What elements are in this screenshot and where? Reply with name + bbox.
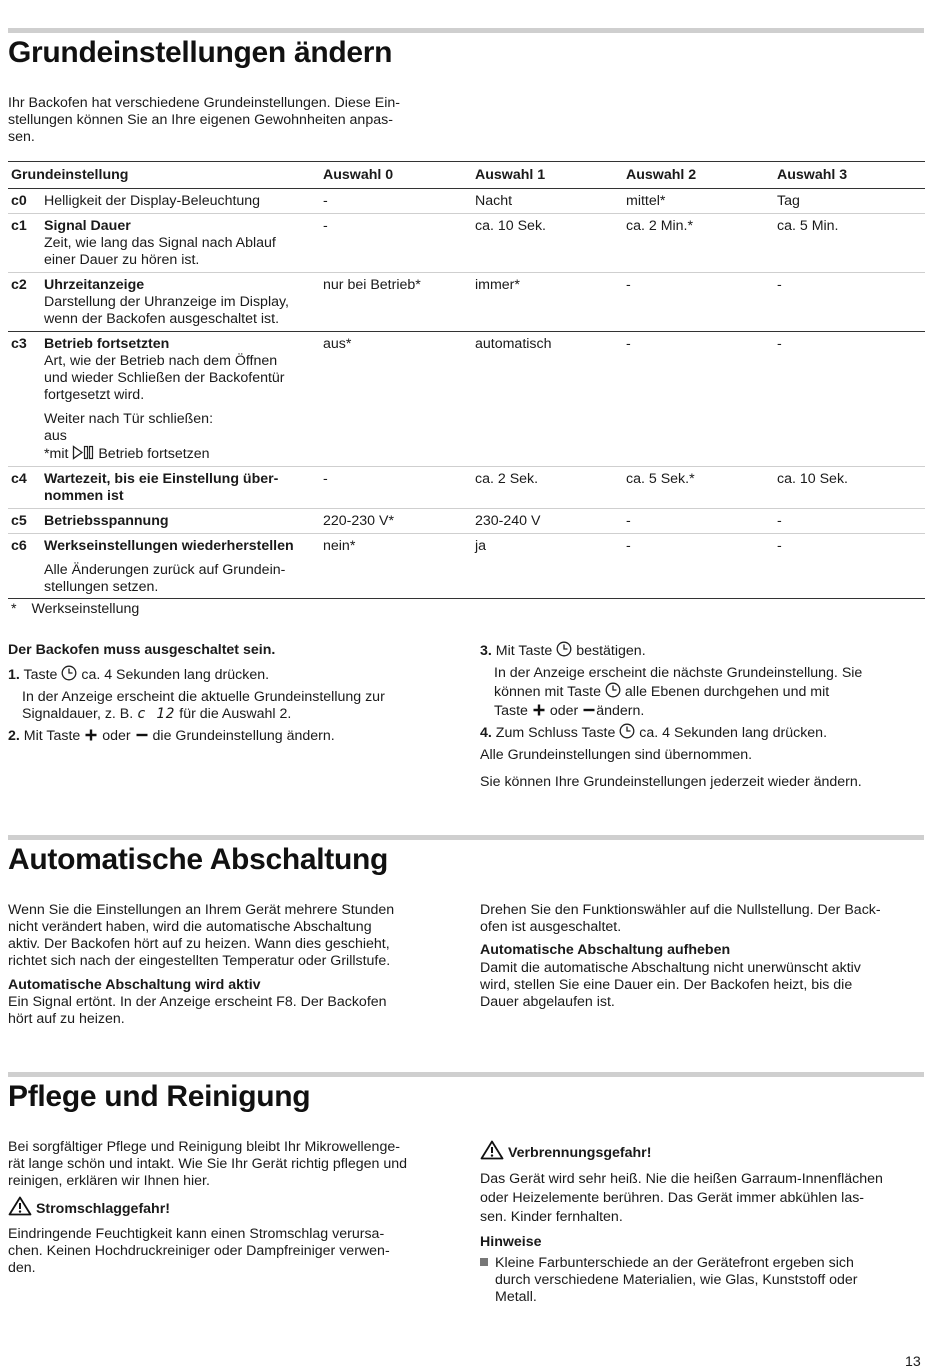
option-1: ja	[475, 538, 487, 554]
step-text: ca. 4 Sekunden lang drücken.	[81, 667, 270, 683]
option-0: -	[323, 471, 328, 487]
auto-subheading: Automatische Abschaltung wird aktiv	[8, 977, 261, 993]
plus-icon	[84, 728, 98, 747]
option-2: -	[626, 538, 631, 554]
option-0: nur bei Betrieb*	[323, 277, 421, 293]
warning-heading	[480, 1140, 651, 1165]
step-detail-line	[8, 706, 448, 723]
step-detail: In der Anzeige erscheint die nächste Grundeinstellung. Sie	[494, 665, 863, 681]
setting-name-block	[44, 336, 324, 465]
settings-table	[8, 161, 925, 599]
warning-title: Stromschlaggefahr!	[35, 1201, 170, 1217]
table-header-cell: Auswahl 0	[323, 167, 394, 183]
option-1: ca. 10 Sek.	[475, 218, 546, 234]
option-3: Tag	[777, 193, 800, 209]
clock-icon	[619, 723, 635, 744]
option-1: automatisch	[475, 336, 552, 352]
setting-name: Wartezeit, bis eie Einstellung über-	[44, 471, 279, 487]
step-detail: alle Ebenen durchgehen und mit	[624, 684, 830, 700]
option-1: immer*	[475, 277, 520, 293]
warning-icon	[480, 1140, 504, 1165]
auto-subheading: Automatische Abschaltung aufheben	[480, 942, 731, 958]
table-row	[8, 332, 925, 467]
table-row	[8, 214, 925, 273]
step-detail: In der Anzeige erscheint die aktuelle Grundeinstellung zur	[22, 689, 385, 705]
hints-heading: Hinweise	[480, 1234, 542, 1250]
step-detail-line	[480, 703, 920, 722]
auto-intro: Wenn Sie die Einstellungen an Ihrem Gerät mehrere Stunden nicht verändert haben, wird die automatische Abschaltung aktiv. Der Backofen hört auf zu heizen. Wann dies geschieht, richtet sich nach der eingestellten Temperatur oder Grillstufe.	[8, 902, 395, 969]
step-3	[480, 641, 920, 722]
table-row	[8, 534, 925, 599]
step-number: 4.	[480, 725, 492, 741]
note-text: Sie können Ihre Grundeinstellungen jederzeit wieder ändern.	[480, 774, 862, 790]
option-0: 220-230 V*	[323, 513, 394, 529]
step-detail: Taste	[494, 703, 528, 719]
step-detail: oder	[549, 703, 579, 719]
step-detail-line	[480, 682, 920, 703]
table-header-cell: Auswahl 1	[475, 167, 546, 183]
step-text: Mit Taste	[495, 643, 553, 659]
option-3: -	[777, 277, 782, 293]
step-number: 2.	[8, 728, 20, 744]
setting-name: nommen ist	[44, 488, 124, 504]
table-header-cell: Auswahl 3	[777, 167, 848, 183]
result-text: Alle Grundeinstellungen sind übernommen.	[480, 747, 753, 763]
section-title: Pflege und Reinigung	[8, 1080, 311, 1113]
step-text: bestätigen.	[576, 643, 646, 659]
setting-desc: Zeit, wie lang das Signal nach Ablauf	[44, 235, 276, 251]
option-2: mittel*	[626, 193, 666, 209]
setting-name-block	[44, 277, 324, 328]
auto-text-right: Damit die automatische Abschaltung nicht unerwünscht aktiv wird, stellen Sie eine Dauer ein. Der Backofen heizt, bis die Dauer abgelaufen ist.	[480, 960, 861, 1010]
option-2: ca. 2 Min.*	[626, 218, 694, 234]
step-text: ca. 4 Sekunden lang drücken.	[639, 725, 828, 741]
footnote-text: Werkseinstellung	[31, 601, 140, 617]
play-pause-icon	[72, 445, 94, 465]
steps-heading: Der Backofen muss ausgeschaltet sein.	[8, 642, 276, 658]
step-number: 3.	[480, 643, 492, 659]
table-row	[8, 273, 925, 332]
setting-desc: fortgesetzt wird.	[44, 387, 145, 403]
step-detail: Signaldauer, z. B.	[22, 706, 134, 722]
step-detail: für die Auswahl 2.	[179, 706, 292, 722]
table-header-cell: Auswahl 2	[626, 167, 697, 183]
section-rule	[8, 28, 924, 33]
option-1: ca. 2 Sek.	[475, 471, 539, 487]
option-3: ca. 10 Sek.	[777, 471, 848, 487]
hints-list-item: Kleine Farbunterschiede an der Gerätefront ergeben sich durch verschiedene Materialien, wie Glas, Kunststoff oder Metall.	[480, 1255, 858, 1306]
section-rule	[8, 835, 924, 840]
auto-text-right: Drehen Sie den Funktionswähler auf die Nullstellung. Der Back- ofen ist ausgeschaltet.	[480, 902, 881, 935]
option-0: aus*	[323, 336, 352, 352]
bullet-icon	[480, 1258, 488, 1266]
setting-extra-line	[44, 445, 324, 465]
option-3: -	[777, 538, 782, 554]
option-3: -	[777, 336, 782, 352]
minus-icon	[582, 703, 596, 722]
step-2	[8, 728, 335, 747]
step-text: Taste	[23, 667, 58, 683]
setting-extra: aus	[44, 428, 67, 444]
option-0: -	[323, 193, 328, 209]
minus-icon	[135, 728, 149, 747]
step-text: Mit Taste	[23, 728, 81, 744]
section-rule	[8, 1072, 924, 1077]
setting-extra-suffix: Betrieb fortsetzen	[98, 446, 210, 462]
table-footnote	[11, 601, 139, 618]
setting-name: Betriebsspannung	[44, 513, 169, 529]
setting-code: c3	[11, 336, 27, 352]
table-header-cell: Grundeinstellung	[11, 167, 129, 183]
step-1	[8, 665, 448, 723]
step-detail: können mit Taste	[494, 684, 601, 700]
setting-name: Werkseinstellungen wiederherstellen	[44, 538, 294, 554]
display-readout: c 12	[137, 706, 176, 722]
option-2: ca. 5 Sek.*	[626, 471, 695, 487]
option-3: ca. 5 Min.	[777, 218, 839, 234]
setting-code: c0	[11, 193, 27, 209]
setting-name: Uhrzeitanzeige	[44, 277, 145, 293]
warning-text: Eindringende Feuchtigkeit kann einen Stromschlag verursa- chen. Keinen Hochdruckreiniger oder Dampfreiniger verwen- den.	[8, 1226, 390, 1276]
setting-desc: Darstellung der Uhranzeige im Display,	[44, 294, 289, 310]
plus-icon	[532, 703, 546, 722]
setting-extra: Weiter nach Tür schließen:	[44, 411, 214, 427]
setting-code: c2	[11, 277, 27, 293]
setting-name-block	[44, 471, 324, 505]
warning-text: Das Gerät wird sehr heiß. Nie die heißen Garraum-Innenflächen oder Heizelemente berühren. Das Gerät immer abkühlen las- sen. Kinder fernhalten.	[480, 1171, 883, 1225]
setting-name-block	[44, 538, 334, 596]
table-row	[8, 467, 925, 509]
warning-heading	[8, 1196, 170, 1221]
step-number: 1.	[8, 667, 20, 683]
step-text: oder	[102, 728, 131, 744]
auto-text: Ein Signal ertönt. In der Anzeige erscheint F8. Der Backofen hört auf zu heizen.	[8, 994, 387, 1027]
step-text: Zum Schluss Taste	[495, 725, 616, 741]
setting-code: c5	[11, 513, 27, 529]
table-row	[8, 509, 925, 534]
option-1: 230-240 V	[475, 513, 541, 529]
setting-code: c4	[11, 471, 27, 487]
table-row	[8, 189, 925, 214]
clock-icon	[556, 641, 572, 662]
table-header	[8, 161, 925, 189]
setting-code: c6	[11, 538, 27, 554]
setting-name: Helligkeit der Display-Beleuchtung	[44, 193, 261, 209]
setting-desc: Art, wie der Betrieb nach dem Öffnen	[44, 353, 278, 369]
setting-name: Betrieb fortsetzten	[44, 336, 170, 352]
footnote-mark: *	[11, 601, 17, 617]
option-3: -	[777, 513, 782, 529]
setting-code: c1	[11, 218, 27, 234]
option-1: Nacht	[475, 193, 513, 209]
pflege-intro: Bei sorgfältiger Pflege und Reinigung bleibt Ihr Mikrowellenge- rät lange schön und intakt. Wie Sie Ihr Gerät richtig pflegen und reinigen, erklären wir Ihnen hier.	[8, 1139, 408, 1189]
step-text: die Grundeinstellung ändern.	[152, 728, 335, 744]
clock-icon	[61, 665, 77, 686]
section-title: Automatische Abschaltung	[8, 843, 389, 876]
clock-icon	[605, 682, 621, 703]
setting-desc: Alle Änderungen zurück auf Grundein-	[44, 562, 286, 578]
warning-icon	[8, 1196, 32, 1221]
setting-desc: stellungen setzen.	[44, 579, 159, 595]
intro-text: Ihr Backofen hat verschiedene Grundeinstellungen. Diese Ein- stellungen können Sie an Ihre eigenen Gewohnheiten anpas- sen.	[8, 95, 400, 145]
option-2: -	[626, 336, 631, 352]
setting-name: Signal Dauer	[44, 218, 131, 234]
step-4	[480, 723, 827, 744]
step-detail: ändern.	[596, 703, 645, 719]
page-number: 13	[905, 1354, 921, 1370]
setting-desc: wenn der Backofen ausgeschaltet ist.	[44, 311, 280, 327]
setting-extra-prefix: *mit	[44, 446, 69, 462]
option-0: nein*	[323, 538, 356, 554]
option-0: -	[323, 218, 328, 234]
option-2: -	[626, 513, 631, 529]
setting-desc: und wieder Schließen der Backofentür	[44, 370, 285, 386]
option-2: -	[626, 277, 631, 293]
setting-name-block	[44, 218, 324, 269]
setting-desc: einer Dauer zu hören ist.	[44, 252, 200, 268]
page-title: Grundeinstellungen ändern	[8, 36, 393, 69]
warning-title: Verbrennungsgefahr!	[507, 1145, 652, 1161]
